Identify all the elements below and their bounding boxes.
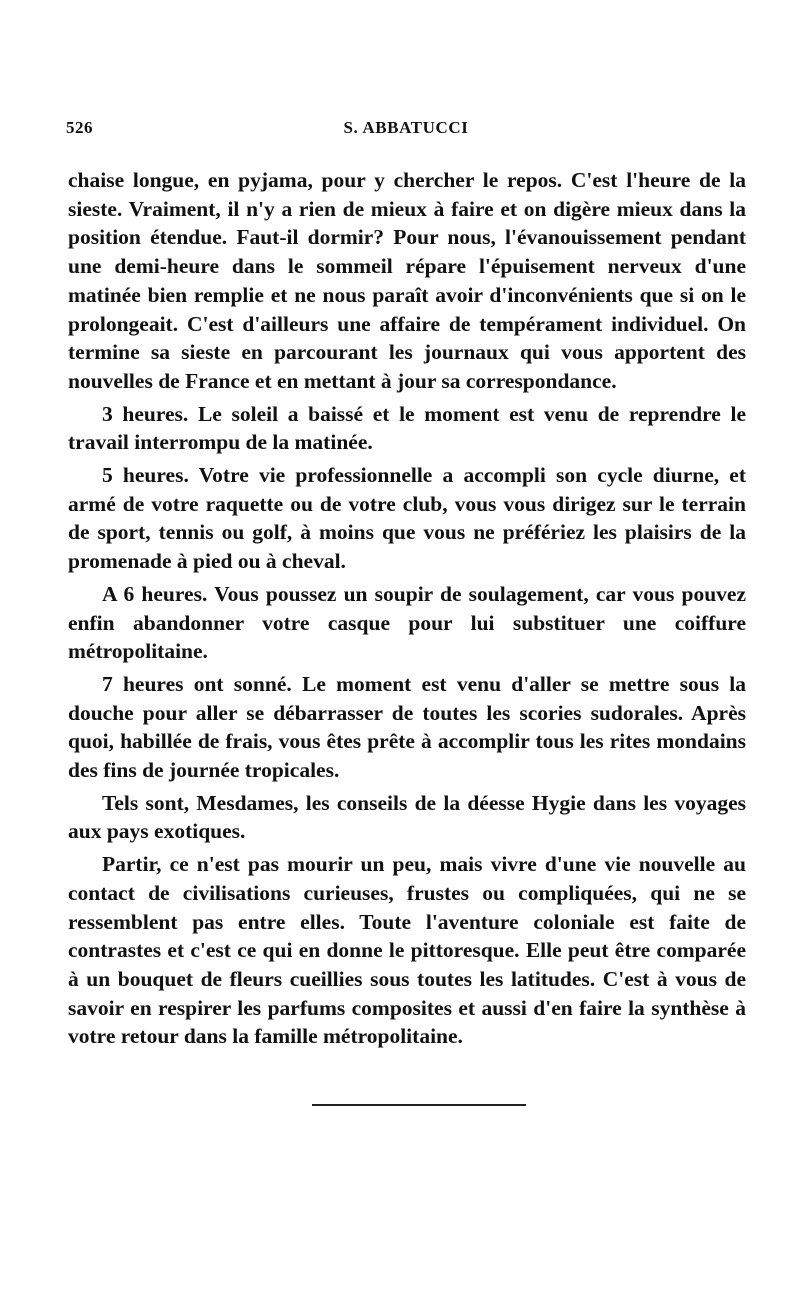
paragraph-5-heures: 5 heures. Votre vie professionnelle a accompli son cycle diurne, et armé de votre raquette ou de votre club, vous vous dirigez sur le terrain de sport, tennis ou golf, à moins que vous ne préfériez les plaisirs de la promenade à pied ou à cheval. <box>68 463 746 574</box>
page-number: 526 <box>66 118 93 137</box>
paragraph-conseils: Tels sont, Mesdames, les conseils de la déesse Hygie dans les voyages aux pays exotiques. <box>68 790 746 844</box>
running-head: S. ABBATUCCI <box>343 118 469 137</box>
paragraph-7-heures: 7 heures ont sonné. Le moment est venu d'aller se mettre sous la douche pour aller se débarrasser de toutes les scories sudorales. Après quoi, habillée de frais, vous êtes prête à accomplir tous les rites mondains des fins de journée tropicales. <box>68 671 746 783</box>
end-rule <box>312 1104 526 1106</box>
paragraph-3-heures: 3 heures. Le soleil a baissé et le moment est venu de reprendre le travail interrompu de la matinée. <box>68 401 746 455</box>
body-text <box>68 166 746 1055</box>
paragraph-continued: chaise longue, en pyjama, pour y chercher le repos. C'est l'heure de la sieste. Vraiment, il n'y a rien de mieux à faire et on digère mieux dans la position étendue. Faut-il dormir? Pour nous, l'évanouissement pendant une demi-heure dans le sommeil répare l'épuisement nerveux d'une matinée bien remplie et ne nous paraît avoir d'inconvénients que si on le prolongeait. C'est d'ailleurs une affaire de tempérament individuel. On termine sa sieste en parcourant les journaux qui vous apportent des nouvelles de France et en mettant à jour sa correspondance. <box>68 168 746 393</box>
page-header <box>66 118 746 146</box>
paragraph-conclusion: Partir, ce n'est pas mourir un peu, mais vivre d'une vie nouvelle au contact de civilisations curieuses, frustes ou compliquées, qui ne se ressemblent pas entre elles. Toute l'aventure coloniale est faite de contrastes et c'est ce qui en donne le pittoresque. Elle peut être comparée à un bouquet de fleurs cueillies sous toutes les latitudes. C'est à vous de savoir en respirer les parfums composites et aussi d'en faire la synthèse à votre retour dans la famille métropolitaine. <box>68 852 746 1049</box>
paragraph-6-heures: A 6 heures. Vous poussez un soupir de soulagement, car vous pouvez enfin abandonner votre casque pour lui substituer une coiffure métropolitaine. <box>68 581 746 664</box>
